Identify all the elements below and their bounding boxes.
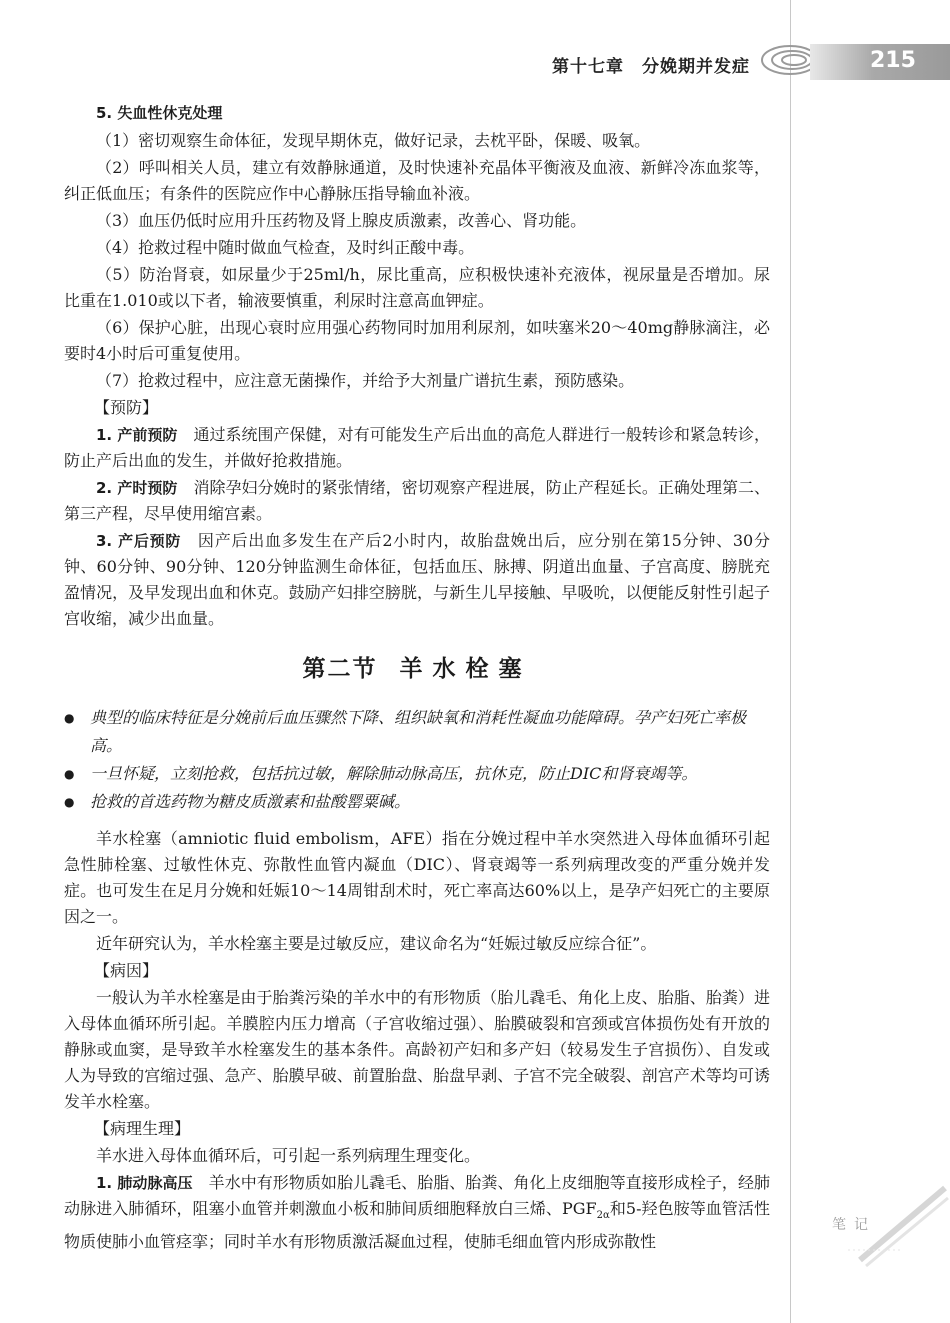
pathophysiology-intro: 羊水进入母体血循环后，可引起一系列病理生理变化。 xyxy=(96,1146,481,1165)
page-number: 215 xyxy=(870,48,916,73)
prevention-item xyxy=(64,422,770,474)
key-points-list xyxy=(64,704,770,816)
pathophysiology-text-continued: 和5-羟色胺等血管活性物质使肺小血管痉挛；同时羊水有形物质激活凝血过程，使肺毛细血管内形成弥散性 xyxy=(64,1199,770,1252)
prevention-label: 【预防】 xyxy=(94,398,159,417)
prevention-text: 消除孕妇分娩时的紧张情绪，密切观察产程进展，防止产程延长。正确处理第二、第三产程，尽早使用缩宫素。 xyxy=(64,478,770,523)
prevention-lead: 3. 产后预防 xyxy=(96,532,182,550)
key-point: ● 典型的临床特征是分娩前后血压骤然下降、组织缺氧和消耗性凝血功能障碍。孕产妇死亡率极高。 xyxy=(64,704,770,760)
key-point: ● 抢救的首选药物为糖皮质激素和盐酸罂粟碱。 xyxy=(64,788,770,816)
section-title xyxy=(64,654,770,684)
etiology-paragraph: 一般认为羊水栓塞是由于胎粪污染的羊水中的有形物质（胎儿毳毛、角化上皮、胎脂、胎粪）进入母体血循环所引起。羊膜腔内压力增高（子宫收缩过强）、胎膜破裂和宫颈或宫体损伤处有开放的静脉或血窦，是导致羊水栓塞发生的基本条件。高龄初产妇和多产妇（较易发生子宫损伤）、自发或人为导致的宫缩过强、急产、胎膜早破、前置胎盘、胎盘早剥、子宫不完全破裂、剖宫产术等均可诱发羊水栓塞。 xyxy=(64,988,770,1111)
intro-paragraph: 近年研究认为，羊水栓塞主要是过敏反应，建议命名为“妊娠过敏反应综合征”。 xyxy=(96,934,657,953)
page-header xyxy=(0,40,950,80)
pathophysiology-label: 【病理生理】 xyxy=(94,1119,191,1138)
intro-paragraph: 羊水栓塞（amniotic fluid embolism，AFE）指在分娩过程中羊水突然进入母体血循环引起急性肺栓塞、过敏性休克、弥散性血管内凝血（DIC）、肾衰竭等一系列病理改变的严重分娩并发症。也可发生在足月分娩和妊娠10～14周钳刮术时，死亡率高达60%以上，是孕产妇死亡的主要原因之一。 xyxy=(64,829,770,926)
etiology-label: 【病因】 xyxy=(94,961,159,980)
prevention-item xyxy=(64,475,770,527)
section-number: 第二节 xyxy=(302,656,378,682)
pathophysiology-lead: 1. 肺动脉高压 xyxy=(96,1174,193,1192)
shock-item: （5）防治肾衰，如尿量少于25ml/h，尿比重高，应积极快速补充液体，视尿量是否增加。尿比重在1.010或以下者，输液要慎重，利尿时注意高血钾症。 xyxy=(64,265,770,310)
shock-item: （4）抢救过程中随时做血气检查，及时纠正酸中毒。 xyxy=(96,238,475,257)
pathophysiology-item xyxy=(64,1170,770,1255)
prevention-lead: 2. 产时预防 xyxy=(96,479,178,497)
pgf-subscript: 2α xyxy=(596,1210,610,1222)
chapter-title: 第十七章 分娩期并发症 xyxy=(552,57,750,77)
notes-label: 笔记 xyxy=(832,1217,876,1233)
shock-heading: 5. 失血性休克处理 xyxy=(96,104,223,122)
prevention-text: 因产后出血多发生在产后2小时内，故胎盘娩出后，应分别在第15分钟、30分钟、60分钟、90分钟、120分钟监测生命体征，包括血压、脉搏、阴道出血量、子宫高度、膀胱充盈情况，及早发现出血和休克。鼓励产妇排空膀胱，与新生儿早接触、早吸吮，以便能反射性引起子宫收缩，减少出血量。 xyxy=(64,531,770,628)
shock-item: （3）血压仍低时应用升压药物及肾上腺皮质激素，改善心、肾功能。 xyxy=(96,211,587,230)
shock-item: （6）保护心脏，出现心衰时应用强心药物同时加用利尿剂，如呋塞米20～40mg静脉滴注，必要时4小时后可重复使用。 xyxy=(64,318,770,363)
prevention-item xyxy=(64,528,770,632)
key-point: ● 一旦怀疑，立刻抢救，包括抗过敏，解除肺动脉高压，抗休克，防止DIC和肾衰竭等。 xyxy=(64,760,770,788)
page-body xyxy=(64,100,770,1256)
pathophysiology-text: 羊水中有形物质如胎儿毳毛、胎脂、胎粪、角化上皮细胞等直接形成栓子，经肺动脉进入肺循环，阻塞小血管并刺激血小板和肺间质细胞释放白三烯、PGF xyxy=(64,1173,770,1218)
margin-rule xyxy=(790,0,791,1323)
shock-item: （7）抢救过程中，应注意无菌操作，并给予大剂量广谱抗生素，预防感染。 xyxy=(96,371,635,390)
section-name: 羊水栓塞 xyxy=(399,656,532,682)
prevention-text: 通过系统围产保健，对有可能发生产后出血的高危人群进行一般转诊和紧急转诊，防止产后出血的发生，并做好抢救措施。 xyxy=(64,425,770,470)
shock-item: （2）呼叫相关人员，建立有效静脉通道，及时快速补充晶体平衡液及血液、新鲜冷冻血浆等，纠正低血压；有条件的医院应作中心静脉压指导输血补液。 xyxy=(64,158,770,203)
shock-item: （1）密切观察生命体征，发现早期休克，做好记录，去枕平卧，保暖、吸氧。 xyxy=(96,131,651,150)
prevention-lead: 1. 产前预防 xyxy=(96,426,178,444)
